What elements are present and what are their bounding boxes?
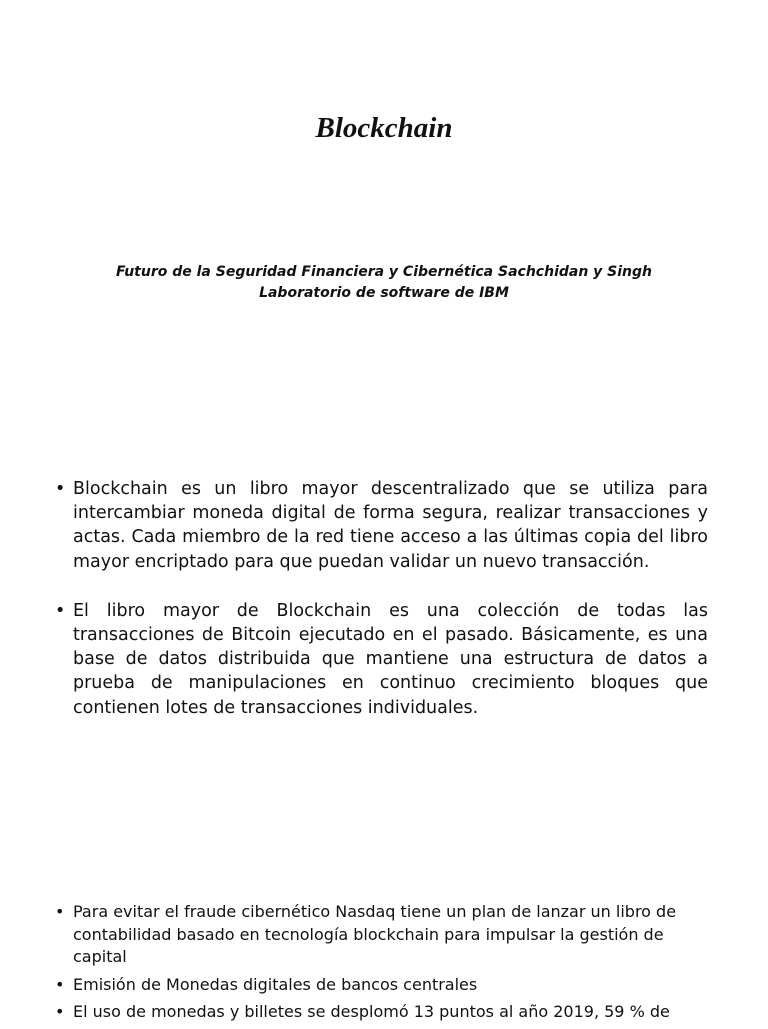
bullet-text: El libro mayor de Blockchain es una colección de todas las transacciones de Bitcoin ejecutado en el pasado. Básicamente, es una base de datos distribuida que mantiene una estructura de datos a prueba de manipulaciones en continuo crecimiento bloques que contienen lotes de transacciones individuales.: [73, 600, 708, 718]
bullet-marker: •: [55, 479, 66, 499]
bullet-text: Blockchain es un libro mayor descentralizado que se utiliza para intercambiar moneda digital de forma segura, realizar transacciones y actas. Cada miembro de la red tiene acceso a las últimas copia del libro mayor encriptado para que puedan validar un nuevo transacción.: [73, 479, 708, 572]
bullet-list-secondary: [55, 901, 708, 1029]
bullet-marker: •: [55, 974, 65, 994]
bullet-marker: •: [55, 600, 66, 621]
document-title: Blockchain: [315, 112, 453, 144]
bullet-item: [55, 599, 708, 720]
bullet-marker: •: [55, 1002, 65, 1021]
bullet-list-main: [55, 477, 708, 745]
bullet-item: [55, 477, 708, 574]
bullet-marker: •: [55, 902, 65, 921]
subtitle-line: Laboratorio de software de IBM: [259, 285, 509, 301]
bullet-item: [55, 1001, 708, 1024]
document-subtitle: [60, 262, 708, 304]
bullet-text: El uso de monedas y billetes se desplomó 13 puntos al año 2019, 59 % de: [73, 1002, 670, 1021]
bullet-item: [55, 974, 708, 997]
bullet-item: [55, 901, 708, 969]
bullet-text: Para evitar el fraude cibernético Nasdaq tiene un plan de lanzar un libro de contabilidad basado en tecnología blockchain para impulsar la gestión de capital: [73, 902, 677, 966]
bullet-text: Emisión de Monedas digitales de bancos centrales: [73, 974, 478, 994]
subtitle-line: Futuro de la Seguridad Financiera y Cibernética Sachchidan y Singh: [115, 264, 653, 280]
